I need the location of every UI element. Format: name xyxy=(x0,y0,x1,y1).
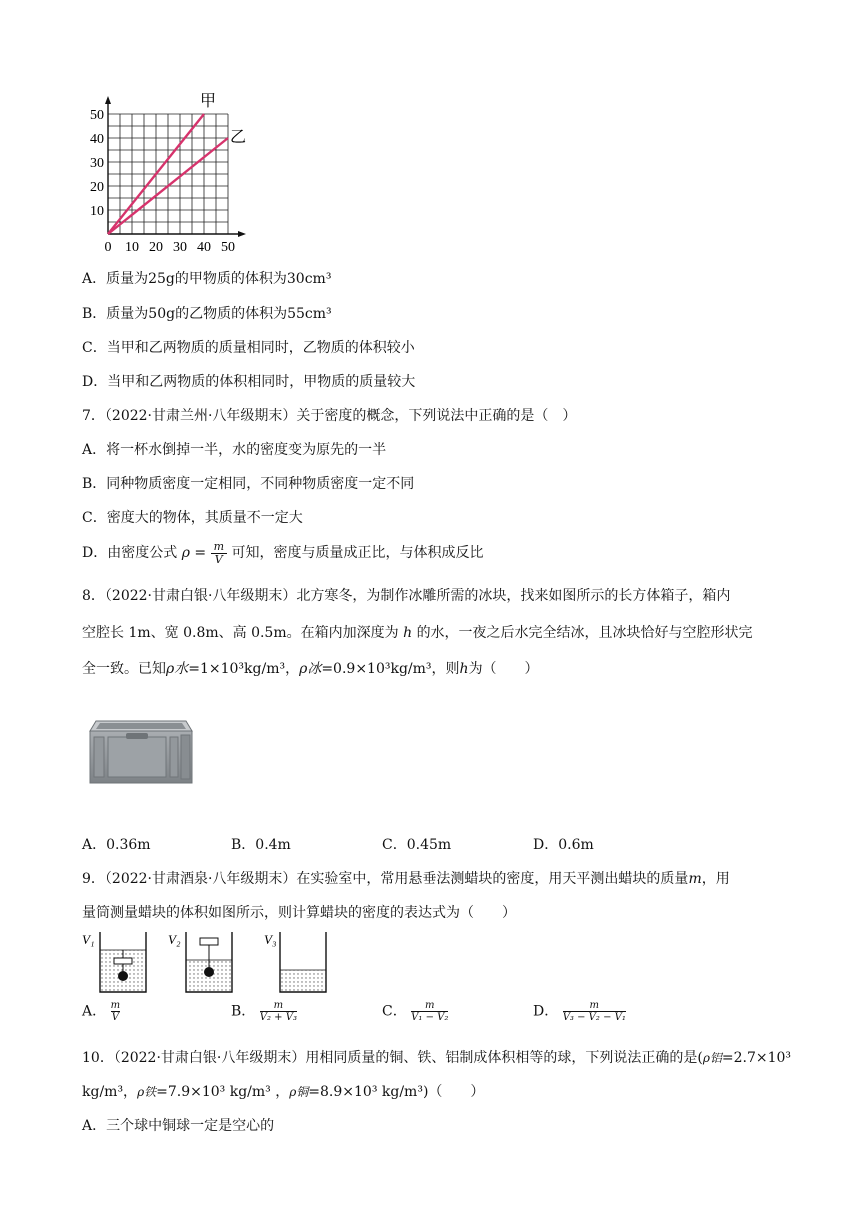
q9-option-d-label: D． xyxy=(533,1003,559,1020)
series-label: 甲 xyxy=(200,91,217,110)
y-axis-arrow xyxy=(105,96,111,104)
q7-formula-lhs: ρ = xyxy=(181,545,207,561)
q9-option-c-den: V₁ − V₂ xyxy=(411,1012,449,1023)
q7-option-d-suffix: 可知，密度与质量成正比，与体积成反比 xyxy=(231,545,484,561)
chart-axes xyxy=(105,96,246,237)
q9-line-2: 量筒测量蜡块的体积如图所示，则计算蜡块的密度的表达式为（ ） xyxy=(82,905,516,921)
q8-var-h-2: h xyxy=(459,661,469,677)
y-tick-label: 10 xyxy=(90,204,104,219)
q10-rho-fe-val: =7.9×10³ kg/m³ ， xyxy=(156,1084,290,1100)
q9-option-a-label: A． xyxy=(82,1003,107,1020)
storage-box-image xyxy=(86,713,194,787)
q7-option-d xyxy=(82,540,483,566)
q9-option-c-num: m xyxy=(425,1000,435,1011)
q10-rho-cu-val: =8.9×10³ kg/m³)（ ） xyxy=(308,1084,485,1100)
y-tick-label: 50 xyxy=(90,108,104,123)
q9-line-1-b: ，用 xyxy=(701,871,730,887)
q8-line-3-c: =0.9×10³kg/m³，则 xyxy=(321,661,460,677)
q9-option-a xyxy=(82,1000,120,1023)
x-tick-label: 50 xyxy=(221,240,235,254)
q8-option-c: C．0.45m xyxy=(382,837,452,853)
cylinder-v2-label: V₂ xyxy=(168,932,181,947)
x-tick-label: 0 xyxy=(104,240,112,254)
cylinder-v1 xyxy=(82,932,146,992)
cylinder-v3-label: V₃ xyxy=(264,932,277,947)
q6-option-d: D．当甲和乙两物质的体积相同时，甲物质的质量较大 xyxy=(82,374,416,390)
cylinder-v2 xyxy=(168,932,232,992)
q9-option-d xyxy=(533,1000,626,1023)
cylinder-v1-label: V₁ xyxy=(82,932,95,947)
q9-option-a-den: V xyxy=(111,1012,119,1023)
q9-option-c-fraction xyxy=(411,1000,448,1023)
q8-rho-water: ρ水 xyxy=(166,661,189,677)
q8-option-b: B．0.4m xyxy=(231,837,291,853)
q9-var-m: m xyxy=(688,871,702,887)
cylinder-v3 xyxy=(264,932,326,992)
q8-line-1: 8．（2022·甘肃白银·八年级期末）北方寒冬，为制作冰雕所需的冰块，找来如图所示的长方体箱子，箱内 xyxy=(82,588,731,604)
q8-line-3 xyxy=(82,660,539,678)
q8-line-3-d: 为（ ） xyxy=(468,661,539,677)
q9-option-b-fraction xyxy=(260,1000,297,1023)
q10-line-1-text: 10．（2022·甘肃白银·八年级期末）用相同质量的铜、铁、铝制成体积相等的球，下列说法正确的是( xyxy=(82,1050,703,1066)
q8-line-2 xyxy=(82,624,753,642)
q9-line-1-a: 9．（2022·甘肃酒泉·八年级期末）在实验室中，常用悬垂法测蜡块的密度，用天平测出蜡块的质量 xyxy=(82,871,689,887)
q10-option-a: A．三个球中铜球一定是空心的 xyxy=(82,1118,275,1134)
q9-option-b xyxy=(231,1000,297,1023)
q10-rho-al: ρ铝 xyxy=(702,1051,722,1065)
q6-option-a: A．质量为25g的甲物质的体积为30cm³ xyxy=(82,271,332,287)
q10-rho-al-val: =2.7×10³ xyxy=(721,1050,792,1066)
q8-rho-ice: ρ冰 xyxy=(299,661,322,677)
q9-option-b-num: m xyxy=(273,1000,284,1011)
graduated-cylinders-figure xyxy=(80,928,340,1000)
x-axis-arrow xyxy=(238,231,246,237)
q6-option-c: C．当甲和乙两物质的质量相同时，乙物质的体积较小 xyxy=(82,340,415,356)
q10-line-2-a: kg/m³， xyxy=(82,1084,138,1100)
q10-line-2 xyxy=(82,1083,484,1101)
series-label: 乙 xyxy=(230,127,247,146)
q8-line-2-a: 空腔长 1m、宽 0.8m、高 0.5m。在箱内加深度为 xyxy=(82,625,399,641)
q9-option-d-num: m xyxy=(589,1000,600,1011)
q7-formula-denominator: V xyxy=(211,553,227,566)
mass-volume-chart xyxy=(80,84,300,254)
x-tick-label: 40 xyxy=(197,240,211,254)
q10-line-1 xyxy=(82,1049,791,1067)
x-tick-label: 20 xyxy=(149,240,163,254)
chart-series xyxy=(108,91,246,234)
q7-stem: 7．（2022·甘肃兰州·八年级期末）关于密度的概念，下列说法中正确的是（ ） xyxy=(82,408,577,424)
q10-rho-fe: ρ铁 xyxy=(137,1085,157,1099)
y-tick-label: 20 xyxy=(90,180,104,195)
y-tick-label: 30 xyxy=(90,156,104,171)
q7-formula-fraction xyxy=(211,541,227,566)
q7-option-d-prefix: D．由密度公式 xyxy=(82,545,178,561)
q9-option-a-fraction xyxy=(111,1000,120,1023)
q9-option-a-num: m xyxy=(110,1000,121,1011)
q7-formula-numerator: m xyxy=(213,539,224,553)
y-tick-label: 40 xyxy=(90,132,104,147)
q6-option-b: B．质量为50g的乙物质的体积为55cm³ xyxy=(82,306,332,322)
q8-line-2-b: 的水，一夜之后水完全结冰，且冰块恰好与空腔形状完 xyxy=(416,625,753,641)
q9-option-b-den: V₂ + V₃ xyxy=(259,1012,297,1023)
q8-option-a: A．0.36m xyxy=(82,837,151,853)
q7-option-b: B．同种物质密度一定相同，不同种物质密度一定不同 xyxy=(82,476,415,492)
q9-option-d-fraction xyxy=(563,1000,626,1023)
x-tick-label: 30 xyxy=(173,240,187,254)
q8-line-3-b: =1×10³kg/m³， xyxy=(188,661,300,677)
q9-option-c-label: C． xyxy=(382,1003,407,1020)
q8-line-3-a: 全一致。已知 xyxy=(82,661,166,677)
q9-option-d-den: V₃ − V₂ − V₁ xyxy=(562,1012,626,1023)
q7-option-c: C．密度大的物体，其质量不一定大 xyxy=(82,510,303,526)
chart-grid xyxy=(108,114,228,234)
q10-rho-cu: ρ铜 xyxy=(289,1085,309,1099)
q7-option-a: A．将一杯水倒掉一半，水的密度变为原先的一半 xyxy=(82,442,387,458)
x-tick-label: 10 xyxy=(125,240,139,254)
q9-line-1 xyxy=(82,870,730,888)
q9-option-c xyxy=(382,1000,448,1023)
q8-option-d: D．0.6m xyxy=(533,837,594,853)
q8-var-h: h xyxy=(403,625,413,641)
q9-option-b-label: B． xyxy=(231,1003,256,1020)
